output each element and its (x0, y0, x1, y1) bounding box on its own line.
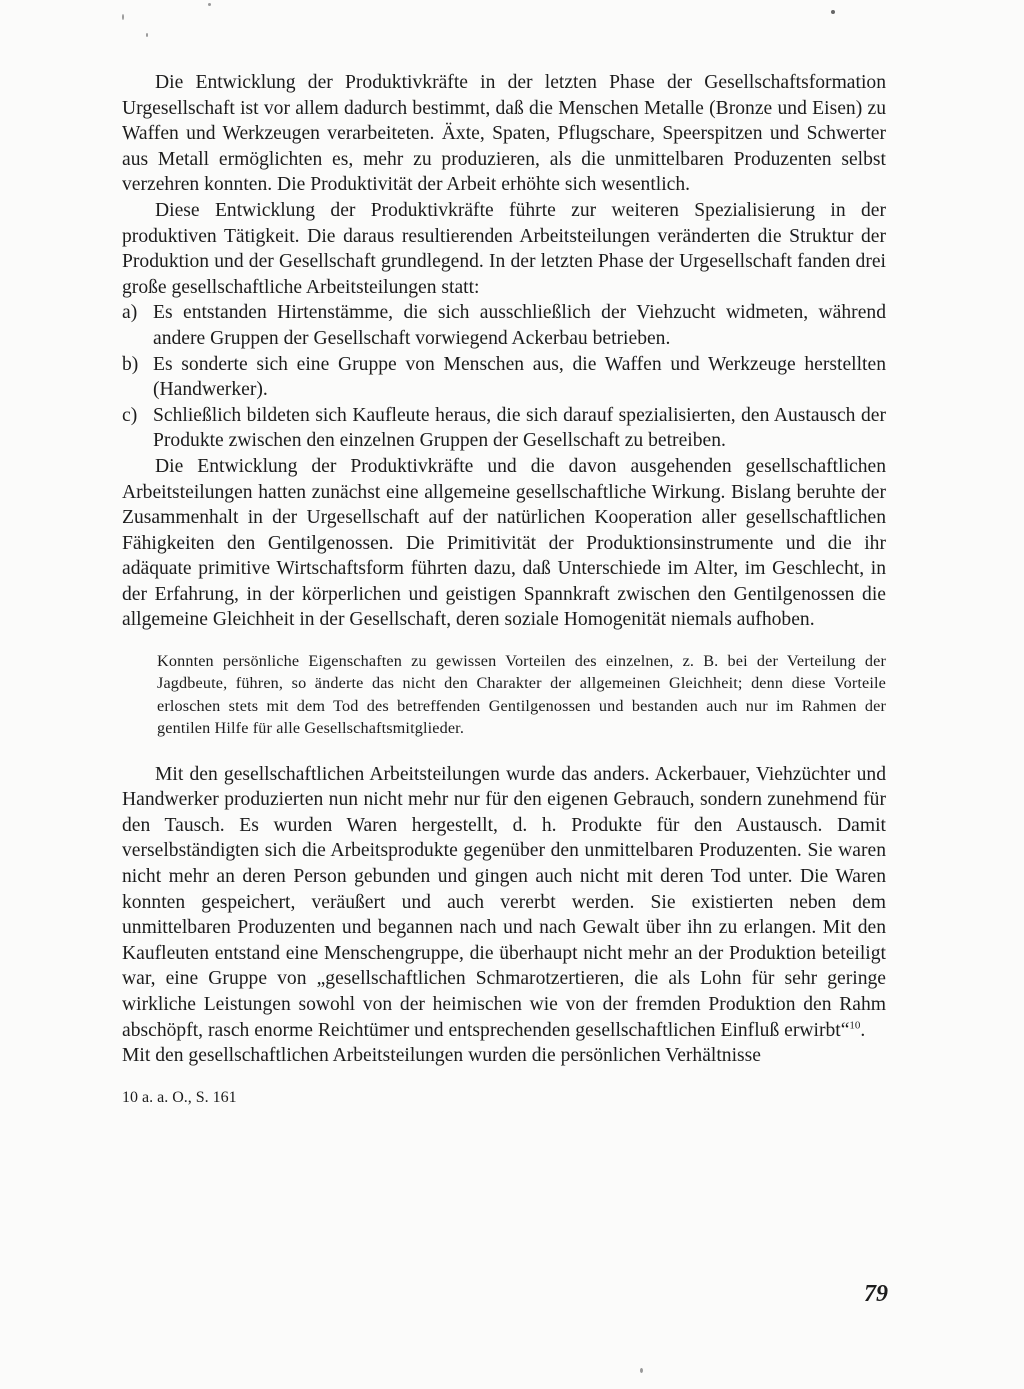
paragraph-4 (122, 762, 886, 1044)
scan-speck (208, 3, 211, 6)
list-item-text: Es entstanden Hirtenstämme, die sich ausschließlich der Viehzucht widmeten, während andere Gruppen der Gesellschaft vorwiegend Ackerbau betrieben. (153, 302, 886, 349)
paragraph-2: Diese Entwicklung der Produktivkräfte führte zur weiteren Spezialisierung in der produktiven Tätigkeit. Die daraus resultierenden Arbeitsteilungen veränderten die Struktur der Produktion und der Gesellschaft grundlegend. In der letzten Phase der Urgesellschaft fanden drei große gesellschaftliche Arbeitsteilungen statt: (122, 199, 886, 298)
small-print-paragraph: Konnten persönliche Eigenschaften zu gewissen Vorteilen des einzelnen, z. B. bei der Verteilung der Jagdbeute, führen, so änderte das nicht den Charakter der allgemeinen Gleichheit; denn diese Vorteile erloschen stets mit dem Tod des betreffenden Gentilgenossen und bestanden auch nur im Rahmen der gentilen Hilfe für alle Gesellschaftsmitglieder. (157, 652, 886, 738)
footnote-reference[interactable]: 10 (849, 1019, 861, 1032)
list-item (122, 403, 886, 454)
list-item-text: Es sonderte sich eine Gruppe von Menschen aus, die Waffen und Werkzeuge herstellten (Handwerker). (153, 353, 886, 401)
paragraph-1: Die Entwicklung der Produktivkräfte in der letzten Phase der Gesellschaftsformation Urgesellschaft ist vor allem dadurch bestimmt, daß die Menschen Metalle (Bronze und Eisen) zu Waffen und Werkzeugen verarbeiteten. Äxte, Spaten, Pflugschare, Speerspitzen und Schwerter aus Metall ermöglichten es, mehr zu produzieren, als die unmittelbaren Produzenten selbst verzehren konnten. Die Produktivität der Arbeit erhöhte sich wesentlich. (122, 72, 886, 196)
paragraph-3: Die Entwicklung der Produktivkräfte und die davon ausgehenden gesellschaftlichen Arbeitsteilungen hatten zunächst eine allgemeine gesellschaftliche Wirkung. Bislang beruhte der Zusammenhalt in der Urgesellschaft auf der natürlichen Kooperation aller gesellschaftlichen Fähigkeiten den Gentilgenossen. Die Primitivität der Produktionsinstrumente und die ihr adäquate primitive Wirtschaftsform führten dazu, daß Unterschiede im Alter, im Geschlecht, in der Erfahrung, in der körperlichen und geistigen Spannkraft zwischen den Gentilgenossen die allgemeine Gleichheit in der Gesellschaft, deren soziale Homogenität niemals aufhoben. (122, 455, 886, 631)
division-of-labour-list (122, 300, 886, 454)
scan-speck (640, 1368, 643, 1373)
footnote: 10 a. a. O., S. 161 (122, 1088, 237, 1106)
scan-speck (146, 33, 148, 37)
list-marker: b) (122, 353, 139, 375)
list-item (122, 300, 886, 351)
scan-speck (122, 14, 124, 20)
paragraph-4-text: Mit den gesellschaftlichen Arbeitsteilungen wurde das anders. Ackerbauer, Viehzüchter und Handwerker produzierten nun nicht mehr nur für den eigenen Gebrauch, sondern zunehmend für den Tausch. Es wurden Waren hergestellt, d. h. Produkte für den Austausch. Damit verselbständigten sich die Arbeitsprodukte gegenüber den unmittelbaren Produzenten. Sie waren nicht mehr an deren Person gebunden und gingen auch nicht mit deren Tod unter. Die Waren konnten gespeichert, veräußert und auch vererbt werden. Sie existierten neben dem unmittelbaren Produzenten und begannen nach und nach Gewalt über ihn zu erlangen. Mit den Kaufleuten entstand eine Menschengruppe, die überhaupt nicht mehr an der Produktion beteiligt war, eine Gruppe von „gesellschaftlichen Schmarotzertieren, die als Lohn für sehr geringe wirkliche Leistungen sowohl von der heimischen wie von der fremden Produktion den Rahm abschöpft, rasch enorme Reichtümer und entsprechenden gesellschaftlichen Einfluß erwirbt“ (122, 763, 886, 1041)
list-marker: c) (122, 404, 138, 426)
paragraph-4-end: . (860, 1019, 866, 1041)
list-item-text: Schließlich bildeten sich Kaufleute heraus, die sich darauf spezialisierten, den Austausch der Produkte zwischen den einzelnen Gruppen der Gesellschaft zu betreiben. (153, 404, 886, 452)
paragraph-5: Mit den gesellschaftlichen Arbeitsteilungen wurden die persönlichen Verhältnisse (122, 1045, 761, 1067)
scan-speck (831, 10, 835, 14)
list-item (122, 352, 886, 403)
list-marker: a) (122, 302, 138, 324)
document-page (122, 70, 886, 1107)
page-number: 79 (864, 1281, 888, 1307)
